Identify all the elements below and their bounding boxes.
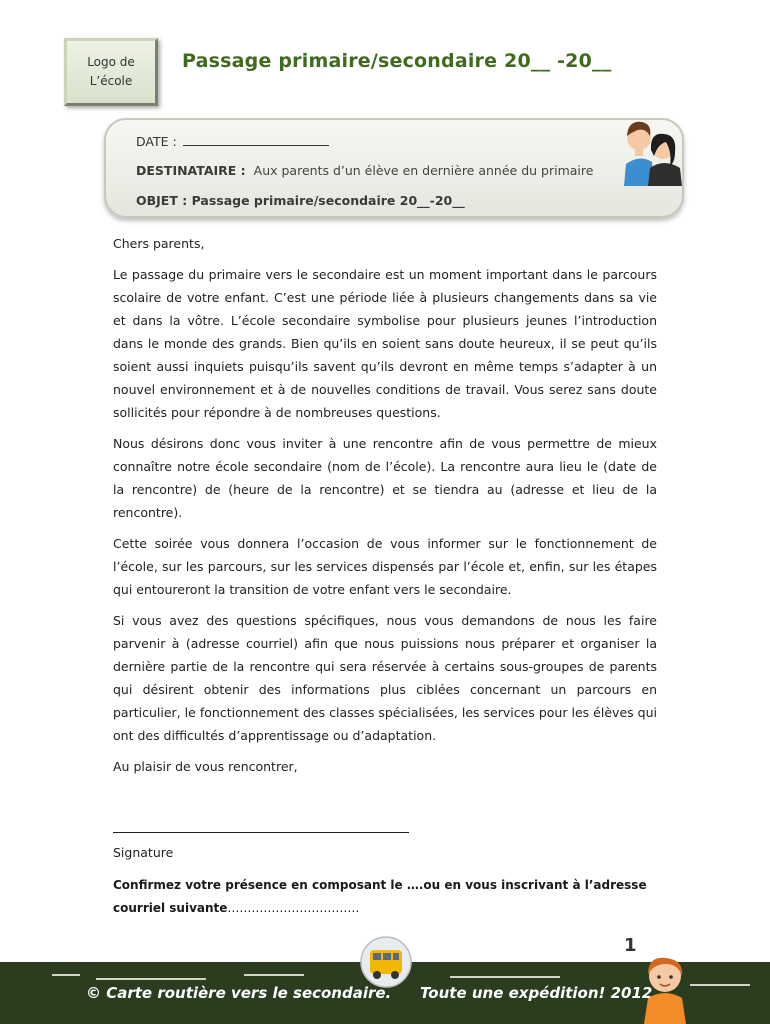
subject-line: OBJET : Passage primaire/secondaire 20__-20__ xyxy=(136,193,465,208)
confirmation-dots: …………………………… xyxy=(227,901,360,915)
confirmation-note xyxy=(113,874,653,920)
school-logo-placeholder xyxy=(64,38,158,106)
recipient-line xyxy=(136,163,593,178)
page-number: 1 xyxy=(624,935,637,956)
page-title: Passage primaire/secondaire 20__ -20__ xyxy=(182,50,612,72)
date-blank xyxy=(183,133,329,146)
footer-dash xyxy=(690,984,750,986)
footer-dash xyxy=(52,974,80,976)
parents-illustration-icon xyxy=(620,110,684,186)
date-label: DATE : xyxy=(136,134,177,149)
footer-copyright: © Carte routière vers le secondaire. xyxy=(86,984,392,1002)
footer-dash xyxy=(450,976,560,978)
paragraph-2: Nous désirons donc vous inviter à une rencontre afin de vous permettre de mieux connaître notre école secondaire (nom de l’école). La rencontre aura lieu le (date de la rencontre) de (heure de la rencontre) et se tiendra au (adresse et lieu de la rencontre). xyxy=(113,436,657,520)
salutation: Chers parents, xyxy=(113,236,205,251)
footer-tagline: Toute une expédition! 2012 xyxy=(420,984,653,1002)
footer-dash xyxy=(244,974,304,976)
recipient-label: DESTINATAIRE : xyxy=(136,163,246,178)
date-line xyxy=(136,133,329,149)
letter-body xyxy=(113,232,657,786)
recipient-value: Aux parents d’un élève en dernière année du primaire xyxy=(253,163,594,178)
paragraph-1: Le passage du primaire vers le secondaire est un moment important dans le parcours scolaire de votre enfant. C’est une période liée à plusieurs changements dans sa vie et dans la vôtre. L’école secondaire symbolise pour plusieurs jeunes l’introduction dans le monde des grands. Bien qu’ils en soient sans doute heureux, il se peut qu’ils soient aussi inquiets puisqu’ils savent qu’ils devront en même temps s’adapter à un nouvel environnement et à de nouvelles conditions de travail. Vous serez sans doute sollicités pour répondre à de nombreuses questions. xyxy=(113,267,657,420)
signature-line xyxy=(113,832,409,833)
logo-line-2: L’école xyxy=(89,74,133,88)
confirmation-text: Confirmez votre présence en composant le ….ou en vous inscrivant à l’adresse courriel suivante xyxy=(113,878,647,915)
paragraph-3: Cette soirée vous donnera l’occasion de vous informer sur le fonctionnement de l’école, sur les parcours, sur les services dispensés par l’école et, enfin, sur les étapes qui entoureront la transition de votre enfant vers le secondaire. xyxy=(113,536,657,597)
signature-label: Signature xyxy=(113,845,174,860)
closing-line: Au plaisir de vous rencontrer, xyxy=(113,759,298,774)
logo-line-1: Logo de xyxy=(87,55,135,69)
paragraph-4: Si vous avez des questions spécifiques, nous vous demandons de nous les faire parvenir à (adresse courriel) afin que nous puissions nous préparer et organiser la dernière partie de la rencontre qui sera réservée à certains sous-groupes de parents qui désirent obtenir des informations plus ciblées concernant un parcours en particulier, le fonctionnement des classes spécialisées, les services pour les élèves qui ont des difficultés d’apprentissage ou d’adaptation. xyxy=(113,613,657,743)
header-banner xyxy=(104,118,684,218)
footer-dash xyxy=(96,978,206,980)
school-bus-icon xyxy=(360,936,412,988)
